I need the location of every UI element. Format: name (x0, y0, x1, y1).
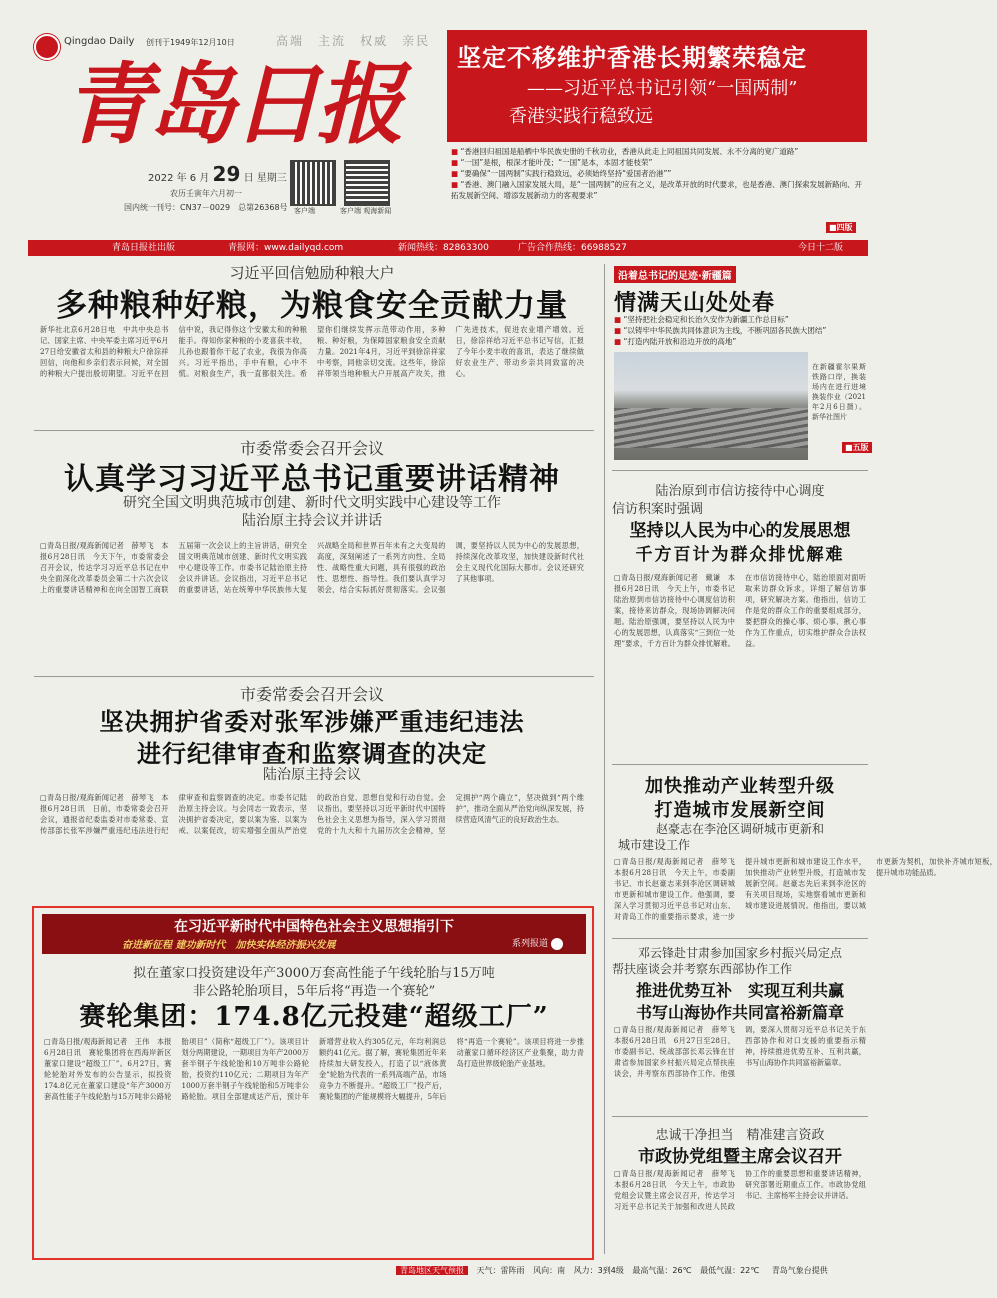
right5-kicker: 忠诚干净担当 精准建言资政 (655, 1128, 825, 1143)
top-bullet-3: ■ “要确保“一国两制”实践行稳致远，必须始终坚持“爱国者治港”” (451, 168, 863, 179)
weather-item-3: 风力：3到4级 (573, 1266, 624, 1275)
feature-banner (42, 914, 586, 954)
right1-bullet-1: ■ “坚持把社会稳定和长治久安作为新疆工作总目标” (614, 314, 864, 325)
right2-title1: 坚持以人民为中心的发展思想 (629, 521, 851, 541)
art3-title-line2: 进行纪律审查和监察调查的决定 (137, 739, 487, 768)
weather-item-2: 风向：南 (533, 1266, 566, 1275)
art2-body: □青岛日报/观海新闻记者 薛琴飞 本报6月28日讯 今天下午，市委常委会召开会议，传达学习习近平总书记在中央全面深化改革委员会第二十六次会议上的重要讲话精神和在向全国智工商联五届第一次会议上的主旨讲话，研究全国文明典范城市创建、新时代文明实践中心建设等工作。市委书记陆治原主持会议并讲话。会议指出，习近平总书记的重要讲话，站在统筹中华民族伟大复兴战略全局和世界百年未有之大变局的高度，深刻阐述了一系列方向性、全局性、战略性重大问题，具有很强的政治性、思想性、指导性。我们要认真学习领会，结合实际抓好贯彻落实。会议强调，要坚持以人民为中心的发展思想，持续深化改革攻坚，加快建设新时代社会主义现代化国际大都市。会议还研究了其他事项。 (40, 541, 584, 594)
top-banner-title: 坚定不移维护香港长期繁荣稳定 (457, 43, 807, 72)
right2-kicker: 陆治原到市信访接待中心调度 (655, 484, 825, 499)
qr-code-2-icon (344, 160, 390, 206)
top-page-ref-label: 四版 (836, 223, 853, 232)
right1-page-ref-label: 五版 (852, 443, 869, 452)
feature-banner-title: 在习近平新时代中国特色社会主义思想指引下 (174, 919, 454, 935)
right2-title2: 千方百计为群众排忧解难 (635, 545, 845, 565)
photo-trains-icon (614, 408, 808, 448)
right1-bullet-2: ■ “以铸牢中华民族共同体意识为主线，不断巩固各民族大团结” (614, 325, 864, 336)
right3-sub2: 城市建设工作 (618, 838, 691, 852)
weather-label: 青岛地区天气预报 (396, 1266, 468, 1275)
weather-item-5: 最低气温：22℃ (700, 1266, 760, 1275)
art1-body: 新华社北京6月28日电 中共中央总书记、国家主席、中央军委主席习近平6月27日给安徽省太和县的种粮大户徐淙祥回信，向他和乡亲们表示问候，对全国的种粮大户提出殷切期望。习近平在回信中说，我记得你这个安徽太和的种粮能手。得知你家种粮的小麦喜获丰收，儿孙也跟着你干起了农业，我很为你高兴。习近平指出，手中有粮，心中不慌。对粮食生产，我一直都很关注。希望你们继续发挥示范带动作用，多种粮、种好粮，为保障国家粮食安全贡献力量。2021年4月，习近平到徐淙祥家中考察，同他亲切交流。这些年，徐淙祥带领当地种粮大户开展高产攻关，推广先进技术，促进农业增产增效。近日，徐淙祥给习近平总书记写信，汇报了今年小麦丰收的喜讯，表达了继续做好农业生产、带动乡亲共同致富的决心。 (40, 325, 584, 378)
right3-title2: 打造城市发展新空间 (654, 800, 826, 821)
info-bar (28, 240, 868, 256)
art2-kicker: 市委常委会召开会议 (239, 439, 384, 458)
qr-code-1-icon (290, 160, 336, 206)
art1-kicker: 习近平回信勉励种粮大户 (229, 264, 395, 282)
slogan-3: 权威 (360, 34, 389, 48)
right1-caption: 在新疆霍尔果斯铁路口岸，换装场内在进行进境换装作业（2021年2月6日摄）。新华社图片 (812, 363, 866, 421)
logo-icon (34, 34, 60, 60)
top-banner (447, 30, 867, 142)
top-banner-bullets (451, 146, 863, 201)
top-banner-subtitle2: 香港实践行稳致远 (509, 106, 653, 127)
qr-caption-2: 客户端 观海新闻 (340, 207, 392, 215)
feature-series: 系列报道 (512, 939, 549, 949)
date-day: 29 (212, 162, 241, 186)
right5-title: 市政协党组暨主席会议召开 (638, 1147, 842, 1167)
art3-body: □青岛日报/观海新闻记者 薛琴飞 本报6月28日讯 日前，市委常委会召开会议，通报省纪委监委对市委常委、宣传部部长张军涉嫌严重违纪违法进行纪律审查和监察调查的决定。市委书记陆治原主持会议。与会同志一致表示，坚决拥护省委决定，要以案为鉴、以案为戒、以案促改，切实增强全面从严治党的政治自觉、思想自觉和行动自觉。会议指出，要坚持以习近平新时代中国特色社会主义思想为指导，深入学习贯彻党的十九大和十九届历次全会精神，坚定拥护“两个确立”，坚决做到“两个维护”，推动全面从严治党向纵深发展，持续营造风清气正的良好政治生态。 (40, 793, 584, 835)
feature-series-label (512, 936, 563, 950)
feature-kicker1: 拟在董家口投资建设年产3000万套高性能子午线轮胎与15万吨 (133, 966, 495, 981)
feature-title: 赛轮集团：174.8亿元投建“超级工厂” (79, 1002, 549, 1032)
masthead-title: 青岛日报 (64, 52, 401, 156)
rail-yard-photo (614, 352, 808, 460)
divider-r3 (612, 938, 868, 939)
right1-tag: 沿着总书记的足迹·新疆篇 (614, 266, 736, 283)
qr-caption-1: 客户端 (294, 207, 315, 215)
right3-sub: 赵豪志在李沧区调研城市更新和 (655, 822, 824, 836)
weather-source: 青岛气象台提供 (771, 1266, 828, 1275)
right1-bullet-3: ■ “打造内陆开放和沿边开放的高地” (614, 336, 864, 347)
masthead-founded: 创刊于1949年12月10日 (146, 38, 235, 47)
series-badge-icon (551, 938, 563, 950)
weather-bar (396, 1264, 868, 1278)
info-hotline: 新闻热线：82863300 (398, 243, 489, 253)
right4-kicker2: 帮扶座谈会并考察东西部协作工作 (612, 962, 793, 976)
right1-title: 情满天山处处春 (614, 290, 776, 316)
date-year-month: 2022 年 6 月 (148, 173, 210, 184)
art3-kicker: 市委常委会召开会议 (239, 685, 384, 704)
feature-kicker2: 非公路轮胎项目，5年后将“再造一个赛轮” (192, 984, 436, 999)
feature-body: □青岛日报/观海新闻记者 王伟 本报6月28日讯 赛轮集团将在西海岸新区董家口建设“超级工厂”。6月27日，赛轮轮胎对外发布的公告显示，拟投资174.8亿元在董家口建设“年产3000万套高性能子午线轮胎与15万吨非公路轮胎项目”（简称“超级工厂”）。该项目计划分两期建设，一期项目为年产2000万套半钢子午线轮胎和10万吨非公路轮胎，投资约110亿元；二期项目为年产1000万套半钢子午线轮胎和5万吨非公路轮胎。项目全部建成达产后，预计年新增营业收入约305亿元，年均利润总额约41亿元。据了解，赛轮集团近年来持续加大研发投入，打造了以“液体黄金”轮胎为代表的一系列高端产品，市场竞争力不断提升。“超级工厂”投产后，赛轮集团的产能规模将大幅提升，5年后将“再造一个赛轮”。该项目将进一步推动董家口循环经济区产业集聚，助力青岛打造世界级轮胎产业基地。 (44, 1037, 584, 1101)
top-banner-subtitle: ——习近平总书记引领“一国两制” (527, 78, 798, 99)
info-web: 青报网：www.dailyqd.com (228, 243, 344, 253)
masthead-en-name: Qingdao Daily (64, 36, 135, 47)
masthead-slogans (276, 32, 430, 49)
divider-r2 (612, 764, 868, 765)
weather-item-1: 天气：雷阵雨 (476, 1266, 525, 1275)
right4-title1: 推进优势互补 实现互利共赢 (635, 981, 844, 1000)
art2-title: 认真学习习近平总书记重要讲话精神 (64, 462, 560, 497)
top-bullet-1: ■ “香港回归祖国是船栖中华民族史册的千秋功业，香港从此走上同祖国共同发展、永不分离的宽广道路” (451, 146, 863, 157)
art3-sub: 陆治原主持会议 (263, 767, 361, 783)
right4-kicker: 邓云锋赴甘肃参加国家乡村振兴局定点 (637, 946, 842, 960)
art3-title-line1: 坚决拥护省委对张军涉嫌严重违纪违法 (99, 707, 525, 736)
right1-page-ref: ■五版 (842, 442, 872, 453)
right1-bullets (614, 314, 864, 347)
masthead-date (148, 162, 287, 186)
slogan-4: 亲民 (402, 34, 431, 48)
divider-r4 (612, 1116, 868, 1117)
feature-banner-sub: 奋进新征程 建功新时代 加快实体经济振兴发展 (122, 940, 336, 951)
masthead-lunar: 农历壬寅年六月初一 (170, 189, 242, 198)
right2-kicker2: 信访积案时强调 (612, 502, 704, 517)
divider-1 (34, 430, 594, 431)
info-publisher: 青岛日报社出版 (112, 243, 176, 253)
masthead (28, 28, 440, 242)
issn-label: 国内统一刊号：CN37－0029 (124, 203, 231, 212)
art2-sub1: 研究全国文明典范城市创建、新时代文明实践中心建设等工作 (123, 495, 501, 511)
serial-label: 总第26368号 (238, 203, 288, 212)
divider-r1 (612, 470, 868, 471)
masthead-issn (124, 202, 288, 213)
art2-sub2: 陆治原主持会议并讲话 (242, 513, 382, 529)
top-bullet-2: ■ “一国”是根，根深才能叶茂；“一国”是本，本固才能枝荣” (451, 157, 863, 168)
right4-body: □青岛日报/观海新闻记者 薛琴飞 本报6月28日讯 6月27日至28日，市委副书记、统战部部长邓云锋在甘肃省参加国家乡村振兴局定点帮扶座谈会，并考察东西部协作工作。他强调，要深入贯彻习近平总书记关于东西部协作和对口支援的重要指示精神，持续推进优势互补、互利共赢，书写山海协作共同富裕新篇章。 (614, 1025, 866, 1078)
column-divider (604, 264, 605, 1254)
divider-2 (34, 676, 594, 677)
right3-body: □青岛日报/观海新闻记者 薛琴飞 本报6月28日讯 今天上午，市委副书记、市长赵豪志来到李沧区调研城市更新和城市建设工作。他强调，要深入学习贯彻习近平总书记对山东、对青岛工作的重要指示要求，进一步提升城市更新和城市建设工作水平，加快推动产业转型升级，打造城市发展新空间。赵豪志先后来到李沧区的有关项目现场，实地察看城市更新和城市建设进展情况。他指出，要以城市更新为契机，加快补齐城市短板，提升城市功能品质。 (614, 857, 997, 921)
weather-item-4: 最高气温：26℃ (632, 1266, 692, 1275)
right4-title2: 书写山海协作共同富裕新篇章 (635, 1003, 844, 1022)
info-ad-hotline: 广告合作热线：66988527 (518, 243, 627, 253)
top-bullet-4: ■ “香港、澳门融入国家发展大局，是“一国两制”的应有之义，是改革开放的时代要求，也是香港、澳门探索发展新路向、开拓发展新空间、增添发展新动力的客观要求” (451, 179, 863, 201)
right2-body: □青岛日报/观海新闻记者 戴谦 本报6月28日讯 今天上午，市委书记陆治原到市信访接待中心调度信访积案，接待来访群众，现场协调解决问题。陆治原强调，要坚持以人民为中心的发展思想，认真落实“三到位一处理”要求，千方百计为群众排忧解难。在市信访接待中心，陆治原面对面听取来访群众诉求，详细了解信访事项，研究解决方案。他指出，信访工作是党的群众工作的重要组成部分，要把群众的操心事、烦心事、揪心事作为工作重点，切实维护群众合法权益。 (614, 573, 866, 648)
right5-body: □青岛日报/观海新闻记者 薛琴飞 本报6月28日讯 今天上午，市政协党组会议暨主席会议召开，传达学习习近平总书记关于加强和改进人民政协工作的重要思想和重要讲话精神，研究部署近期重点工作。市政协党组书记、主席杨军主持会议并讲话。 (614, 1169, 866, 1211)
slogan-2: 主流 (318, 34, 347, 48)
slogan-1: 高端 (276, 34, 305, 48)
right3-title1: 加快推动产业转型升级 (645, 776, 835, 797)
date-weekday: 日 星期三 (243, 173, 287, 184)
top-banner-page-ref: ■四版 (826, 222, 856, 233)
info-pages: 今日十二版 (798, 243, 844, 253)
art1-title: 多种粮种好粮，为粮食安全贡献力量 (56, 288, 568, 324)
